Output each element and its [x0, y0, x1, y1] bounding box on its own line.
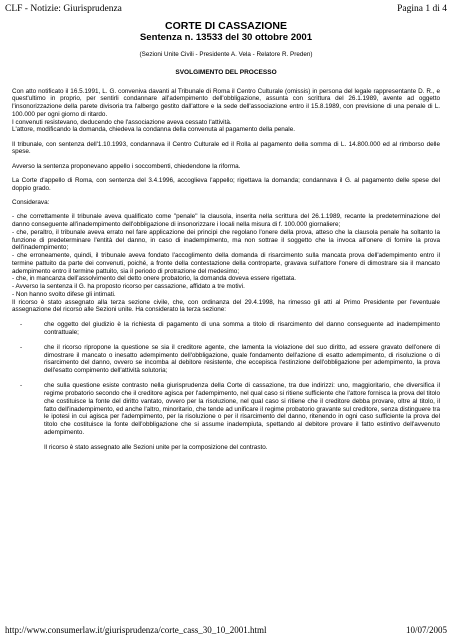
- footer-url: http://www.consumerlaw.it/giurisprudenza/corte_cass_30_10_2001.html: [5, 625, 267, 635]
- consideration-item: - che erroneamente, quindi, il tribunale aveva fondato l'accoglimento della domanda di risarcimento sulla mancata prova dell'adempimento entro il termine pattuito da parte dei convenuti, poiché, a fronte della contestazione della controparte, gravava sull'attore l'onere di dimostrare sia il mancato adempimento entro il termine pattuito, sia il periodo di protrazione del medesimo;: [12, 252, 440, 275]
- list-item: [12, 382, 440, 436]
- list-item-text: che sulla questione esiste contrasto nella giurisprudenza della Corte di cassazione, tra due indirizzi: uno, maggioritario, che diversifica il regime probatorio secondo che il creditore agisca per l'adempimento, nel qual caso si ritiene sufficiente che l'attore fornisca la prova del titolo che costituisce la fonte del diritto vantato, ovvero per la risoluzione, nel qual caso si ritiene che il creditore debba provare, oltre al titolo, il fatto dell'inadempimento, ed anche l'altro, minoritario, che tende ad unificare il regime probatorio gravante sul creditore, senza distinguere tra le ipotesi in cui agisca per l'adempimento, per la risoluzione o per il risarcimento del danno, ritenendo in ogni caso sufficiente la prova del titolo che costituisce la fonte dell'obbligazione che si assume inadempiuta, spettando al debitore provare il fatto estintivo dell'avvenuto adempimento.: [44, 382, 440, 436]
- consideration-item: - Non hanno svolto difese gli intimati.: [12, 290, 116, 298]
- page-header: [5, 4, 447, 16]
- list-item: [12, 344, 440, 375]
- considerations-list: [12, 213, 440, 314]
- header-page-number: Pagina 1 di 4: [397, 4, 447, 14]
- list-item: [12, 444, 440, 452]
- consideration-item: Il ricorso è stato assegnato alla terza sezione civile, che, con ordinanza del 29.4.1998, ha rimesso gli atti al Primo Presidente per l'eventuale assegnazione del ricorso alle Sezioni unite. Ha considerato la terza sezione:: [12, 298, 440, 314]
- header-site-title: CLF - Notizie: Giurisprudenza: [5, 4, 122, 14]
- footer-date: 10/07/2005: [405, 625, 447, 635]
- paragraph: La Corte d'appello di Roma, con sentenza del 3.4.1996, accoglieva l'appello; rigettava la domanda; condannava il G. al pagamento delle spese del doppio grado.: [12, 177, 440, 192]
- considerations-heading: Considerava:: [12, 199, 50, 207]
- document-body: [12, 20, 440, 459]
- list-item: [12, 321, 440, 337]
- paragraph: Con atto notificato il 16.5.1991, L. G. conveniva davanti al Tribunale di Roma il Centro Culturale (omissis) in persona del legale rappresentante D. R., e quest'ultimo in proprio, per sentirli condannare all'adempimento dell'obbligazione, assunta con scrittura del 26.1.1989, avente ad oggetto l'insonorizzazione della parete divisoria tra l'albergo gestito dall'attore e la sede dell'associazione entro il 15.8.1989, con previsione di una penale di L. 100.000 per ogni giorno di ritardo.: [12, 87, 440, 118]
- paragraph: Avverso la sentenza proponevano appello i soccombenti, chiedendone la riforma.: [12, 162, 241, 170]
- document-subtitle: Sentenza n. 13533 del 30 ottobre 2001: [139, 32, 313, 43]
- paragraph: Il tribunale, con sentenza dell'1.10.1993, condannava il Centro Culturale ed il Rolla al pagamento della somma di L. 14.800.000 ed al rimborso delle spese.: [12, 140, 440, 156]
- list-bullet: -: [20, 343, 23, 351]
- consideration-item: - Avverso la sentenza il G. ha proposto ricorso per cassazione, affidato a tre motivi.: [12, 283, 245, 291]
- list-item-text: che il ricorso ripropone la questione se sia il creditore agente, che lamenta la violazione del suo diritto, ad essere gravato dell'onere di dimostrare il mancato o inesatto adempimento dell'obbligazione, quale fondamento dell'azione di esatto adempimento, di risoluzione o di risarcimento del danno, ovvero se incomba al debitore resistente, che eccepisca l'estinzione dell'obbligazione per adempimento, la prova dell'esatto compimento dell'attività solutoria;: [44, 343, 440, 375]
- court-section-info: (Sezioni Unite Civili - Presidente A. Vela - Relatore R. Preden): [139, 51, 313, 58]
- consideration-item: - che, in mancanza dell'assolvimento del detto onere probatorio, la domanda doveva essere rigettata.: [12, 275, 297, 283]
- paragraph: I convenuti resistevano, deducendo che l'associazione aveva cessato l'attività.: [12, 118, 232, 126]
- paragraph: L'attore, modificando la domanda, chiedeva la condanna della convenuta al pagamento della penale.: [12, 126, 296, 134]
- list-bullet: -: [20, 320, 23, 328]
- page-footer: [5, 625, 447, 637]
- list-item-text: Il ricorso è stato assegnato alle Sezioni unite per la composizione del contrasto.: [44, 444, 268, 452]
- list-bullet: -: [20, 382, 23, 390]
- consideration-item: - che, peraltro, il tribunale aveva errato nel fare applicazione dei principi che regolano l'onere della prova, atteso che la clausola penale ha soltanto la funzione di predeterminare l'entità del danno, in caso di inadempimento, ma non sottrae il soggetto che la invoca all'onere di fornire la prova dell'inadempimento;: [12, 228, 440, 252]
- list-item-text: che oggetto del giudizio è la richiesta di pagamento di una somma a titolo di risarcimento del danno conseguente ad inadempimento contrattuale;: [44, 320, 440, 336]
- document-title: CORTE DI CASSAZIONE: [165, 20, 287, 32]
- section-heading: SVOLGIMENTO DEL PROCESSO: [175, 68, 277, 76]
- consideration-item: - che correttamente il tribunale aveva qualificato come "penale" la clausola, inserita nella scrittura del 26.1.1989, recante la predeterminazione del danno conseguente all'inadempimento dell'obbligazione di insonorizzare i locali nella misura di f. 100.000 giornaliere;: [12, 213, 440, 229]
- opening-paragraph-group: [12, 88, 440, 135]
